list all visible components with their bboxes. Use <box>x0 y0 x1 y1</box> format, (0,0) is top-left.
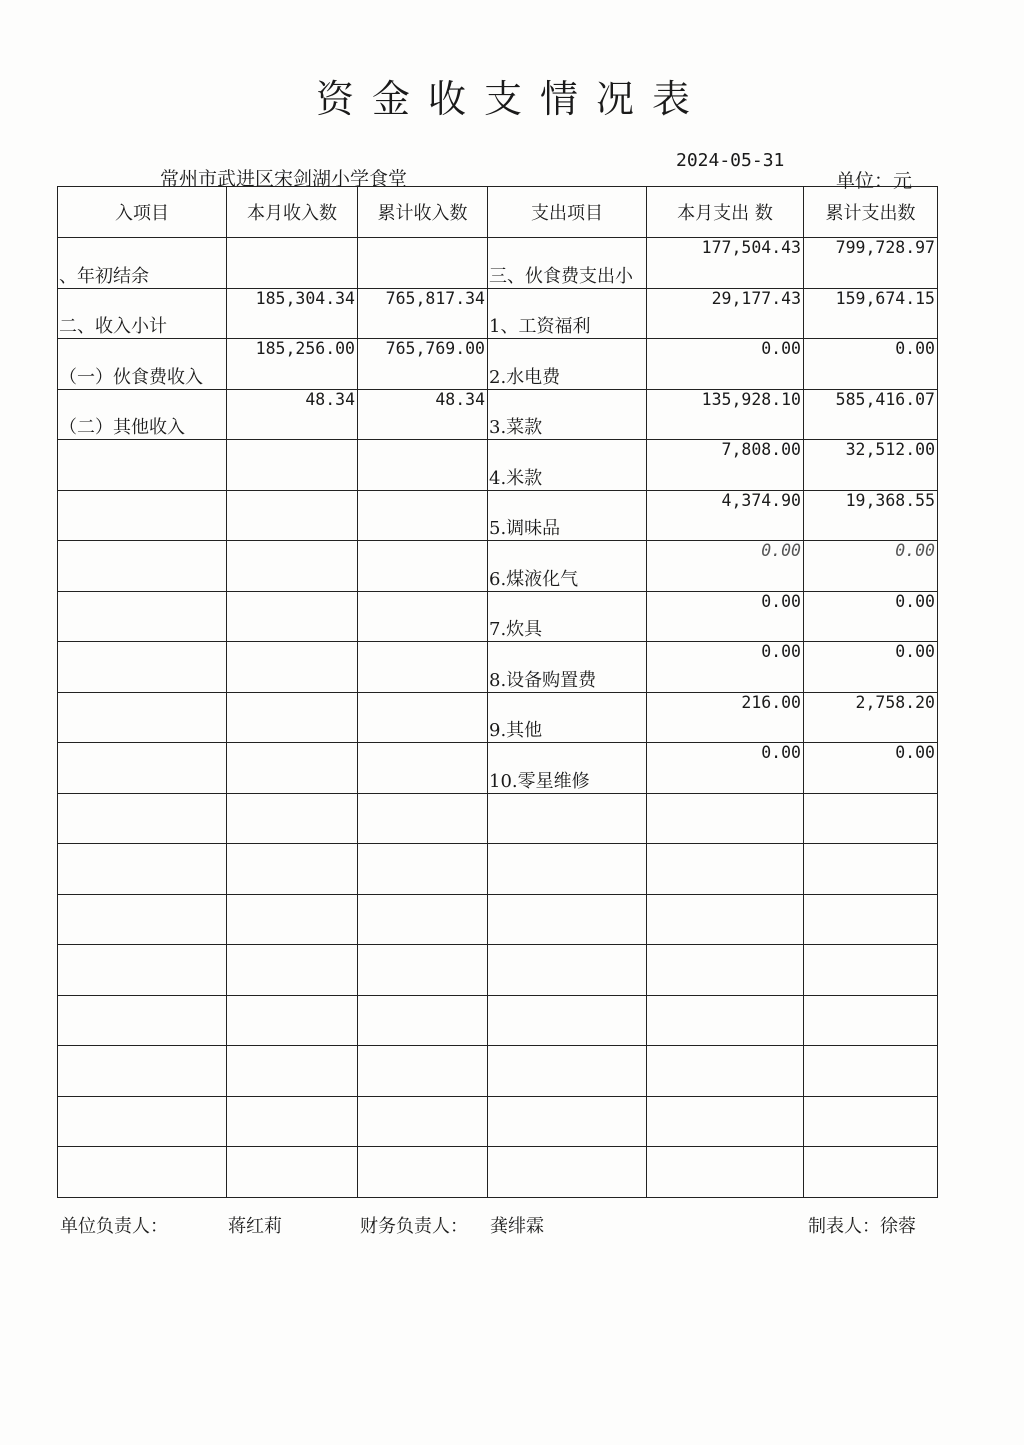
expense-month-cell <box>647 238 804 289</box>
expense-month-cell <box>647 1147 804 1198</box>
unit-head-name: 蒋红莉 <box>228 1216 282 1237</box>
expense-month-cell <box>647 692 804 743</box>
expense-total-cell <box>804 541 938 592</box>
expense-item-cell <box>488 541 647 592</box>
income-total-cell-text: 765,769.00 <box>385 339 485 358</box>
expense-month-cell <box>647 793 804 844</box>
income-item-cell <box>58 288 227 339</box>
income-total-cell <box>358 1096 488 1147</box>
income-total-cell-text: 765,817.34 <box>385 288 485 308</box>
header-income-item: 入项目 <box>58 187 227 238</box>
expense-total-cell-text: 0.00 <box>895 642 935 661</box>
income-month-cell <box>227 642 358 693</box>
income-item-cell <box>58 1096 227 1147</box>
table-header-row <box>58 187 938 238</box>
income-total-cell <box>358 844 488 895</box>
income-total-cell <box>358 389 488 440</box>
expense-item-cell-text: 3.菜款 <box>489 417 543 438</box>
expense-total-cell <box>804 743 938 794</box>
expense-month-cell <box>647 995 804 1046</box>
income-total-cell <box>358 642 488 693</box>
income-item-cell-text: 、年初结余 <box>59 265 149 287</box>
expense-month-cell <box>647 490 804 541</box>
income-month-cell <box>227 389 358 440</box>
expense-total-cell-text: 799,728.97 <box>835 238 935 257</box>
expense-item-cell-text: 10.零星维修 <box>489 770 590 792</box>
expense-month-cell <box>647 288 804 339</box>
income-month-cell <box>227 793 358 844</box>
table-row <box>58 490 938 541</box>
expense-item-cell <box>488 945 647 996</box>
expense-item-cell <box>488 490 647 541</box>
income-item-cell <box>58 1147 227 1198</box>
income-item-cell <box>58 339 227 390</box>
income-item-cell <box>58 995 227 1046</box>
expense-item-cell <box>488 692 647 743</box>
expense-month-cell <box>647 389 804 440</box>
income-total-cell <box>358 743 488 794</box>
expense-item-cell <box>488 844 647 895</box>
income-month-cell <box>227 844 358 895</box>
expense-month-cell-text: 0.00 <box>761 339 801 358</box>
expense-total-cell <box>804 1046 938 1097</box>
expense-item-cell <box>488 339 647 390</box>
expense-total-cell <box>804 945 938 996</box>
table-row <box>58 339 938 390</box>
table-row <box>58 642 938 693</box>
expense-total-cell-text: 2,758.20 <box>855 692 935 712</box>
income-item-cell <box>58 389 227 440</box>
table-row <box>58 945 938 996</box>
income-month-cell <box>227 945 358 996</box>
expense-item-cell-text: 三、伙食费支出小 <box>489 265 633 287</box>
expense-month-cell <box>647 541 804 592</box>
expense-item-cell <box>488 1046 647 1097</box>
header-expense-total: 累计支出数 <box>804 187 938 238</box>
income-month-cell <box>227 238 358 289</box>
income-month-cell <box>227 1046 358 1097</box>
expense-total-cell <box>804 238 938 289</box>
expense-month-cell <box>647 945 804 996</box>
finance-head-name: 龚绯霖 <box>490 1216 544 1237</box>
income-total-cell <box>358 995 488 1046</box>
table-row <box>58 440 938 491</box>
income-item-cell <box>58 894 227 945</box>
income-month-cell <box>227 591 358 642</box>
report-date: 2024-05-31 <box>676 150 785 171</box>
expense-item-cell-text: 2.水电费 <box>489 366 561 388</box>
expense-total-cell <box>804 389 938 440</box>
table-row <box>58 743 938 794</box>
header-expense-month: 本月支出 数 <box>647 187 804 238</box>
expense-month-cell-text: 0.00 <box>761 743 801 762</box>
income-month-cell <box>227 1096 358 1147</box>
expense-total-cell <box>804 1096 938 1147</box>
income-month-cell <box>227 490 358 541</box>
table-row <box>58 389 938 440</box>
preparer-label: 制表人：徐蓉 <box>808 1216 916 1237</box>
expense-total-cell-text: 159,674.15 <box>835 288 935 308</box>
income-total-cell <box>358 339 488 390</box>
expense-month-cell-text: 0.00 <box>761 642 801 661</box>
expense-month-cell-text: 135,928.10 <box>701 389 801 409</box>
expense-month-cell-text: 7,808.00 <box>721 440 801 459</box>
income-month-cell-text: 48.34 <box>305 389 355 409</box>
expense-item-cell <box>488 894 647 945</box>
header-income-month: 本月收入数 <box>227 187 358 238</box>
expense-total-cell <box>804 844 938 895</box>
income-item-cell <box>58 945 227 996</box>
expense-item-cell <box>488 440 647 491</box>
income-item-cell <box>58 440 227 491</box>
income-month-cell-text: 185,304.34 <box>255 288 355 308</box>
expense-item-cell-text: 1、工资福利 <box>489 316 591 337</box>
expense-total-cell <box>804 591 938 642</box>
income-item-cell <box>58 642 227 693</box>
expense-month-cell-text: 0.00 <box>761 541 801 560</box>
expense-month-cell-text: 216.00 <box>741 692 801 712</box>
income-item-cell <box>58 1046 227 1097</box>
expense-total-cell-text: 0.00 <box>895 339 935 358</box>
expense-total-cell <box>804 1147 938 1198</box>
expense-item-cell <box>488 288 647 339</box>
page-title: 资金收支情况表 <box>315 77 708 121</box>
income-month-cell <box>227 288 358 339</box>
expense-item-cell-text: 7.炊具 <box>489 619 543 640</box>
unit-head-label: 单位负责人： <box>60 1216 168 1237</box>
table-row <box>58 844 938 895</box>
income-item-cell <box>58 490 227 541</box>
income-month-cell-text: 185,256.00 <box>255 339 355 358</box>
expense-total-cell-text: 32,512.00 <box>845 440 935 459</box>
income-item-cell <box>58 541 227 592</box>
expense-total-cell-text: 19,368.55 <box>845 490 935 510</box>
expense-month-cell <box>647 844 804 895</box>
expense-total-cell <box>804 490 938 541</box>
table-row <box>58 288 938 339</box>
expense-month-cell <box>647 440 804 491</box>
expense-item-cell <box>488 743 647 794</box>
table-row <box>58 591 938 642</box>
header-expense-item: 支出项目 <box>488 187 647 238</box>
income-month-cell <box>227 339 358 390</box>
income-total-cell <box>358 793 488 844</box>
expense-total-cell <box>804 440 938 491</box>
expense-month-cell <box>647 591 804 642</box>
expense-item-cell <box>488 1096 647 1147</box>
income-total-cell <box>358 440 488 491</box>
income-item-cell-text: （一）伙食费收入 <box>59 366 203 388</box>
income-total-cell <box>358 490 488 541</box>
expense-item-cell <box>488 793 647 844</box>
income-total-cell <box>358 1147 488 1198</box>
income-month-cell <box>227 440 358 491</box>
table-row <box>58 692 938 743</box>
currency-unit: 单位：元 <box>836 170 913 192</box>
income-total-cell-text: 48.34 <box>435 389 485 409</box>
income-total-cell <box>358 894 488 945</box>
table-row <box>58 238 938 289</box>
income-item-cell <box>58 238 227 289</box>
income-total-cell <box>358 945 488 996</box>
expense-total-cell <box>804 339 938 390</box>
expense-total-cell-text: 0.00 <box>895 743 935 762</box>
expense-month-cell <box>647 743 804 794</box>
income-total-cell <box>358 541 488 592</box>
table-row <box>58 894 938 945</box>
expense-month-cell <box>647 894 804 945</box>
income-total-cell <box>358 288 488 339</box>
expense-total-cell-text: 0.00 <box>895 541 935 560</box>
finance-head-label: 财务负责人： <box>360 1216 468 1237</box>
expense-item-cell-text: 8.设备购置费 <box>489 669 597 691</box>
expense-item-cell-text: 4.米款 <box>489 467 543 489</box>
income-item-cell-text: （二）其他收入 <box>59 417 185 438</box>
expense-month-cell <box>647 339 804 390</box>
expense-item-cell <box>488 642 647 693</box>
expense-item-cell-text: 6.煤液化气 <box>489 568 579 590</box>
expense-month-cell-text: 4,374.90 <box>721 490 801 510</box>
table-row <box>58 1147 938 1198</box>
expense-month-cell <box>647 642 804 693</box>
expense-total-cell <box>804 692 938 743</box>
expense-item-cell <box>488 995 647 1046</box>
unit-name: 常州市武进区宋剑湖小学食堂 <box>160 168 408 190</box>
table-row <box>58 793 938 844</box>
income-month-cell <box>227 692 358 743</box>
expense-item-cell-text: 5.调味品 <box>489 518 561 539</box>
income-item-cell <box>58 591 227 642</box>
income-item-cell <box>58 692 227 743</box>
income-month-cell <box>227 1147 358 1198</box>
expense-total-cell-text: 585,416.07 <box>835 389 935 409</box>
expense-item-cell <box>488 238 647 289</box>
expense-total-cell <box>804 894 938 945</box>
expense-total-cell <box>804 642 938 693</box>
expense-month-cell-text: 0.00 <box>761 591 801 611</box>
income-total-cell <box>358 1046 488 1097</box>
header-income-total: 累计收入数 <box>358 187 488 238</box>
income-item-cell <box>58 793 227 844</box>
income-total-cell <box>358 591 488 642</box>
expense-item-cell <box>488 1147 647 1198</box>
income-item-cell <box>58 743 227 794</box>
income-item-cell <box>58 844 227 895</box>
income-month-cell <box>227 743 358 794</box>
table-row <box>58 541 938 592</box>
income-month-cell <box>227 894 358 945</box>
income-total-cell <box>358 238 488 289</box>
expense-month-cell-text: 177,504.43 <box>701 238 801 257</box>
income-month-cell <box>227 995 358 1046</box>
table-row <box>58 1046 938 1097</box>
expense-total-cell <box>804 793 938 844</box>
expense-total-cell <box>804 288 938 339</box>
expense-item-cell <box>488 389 647 440</box>
expense-total-cell-text: 0.00 <box>895 591 935 611</box>
table-row <box>58 995 938 1046</box>
finance-table <box>57 186 938 1198</box>
expense-month-cell <box>647 1096 804 1147</box>
income-item-cell-text: 二、收入小计 <box>59 316 167 337</box>
expense-item-cell-text: 9.其他 <box>489 720 543 741</box>
expense-month-cell-text: 29,177.43 <box>711 288 801 308</box>
income-month-cell <box>227 541 358 592</box>
table-row <box>58 1096 938 1147</box>
expense-item-cell <box>488 591 647 642</box>
income-total-cell <box>358 692 488 743</box>
expense-month-cell <box>647 1046 804 1097</box>
expense-total-cell <box>804 995 938 1046</box>
